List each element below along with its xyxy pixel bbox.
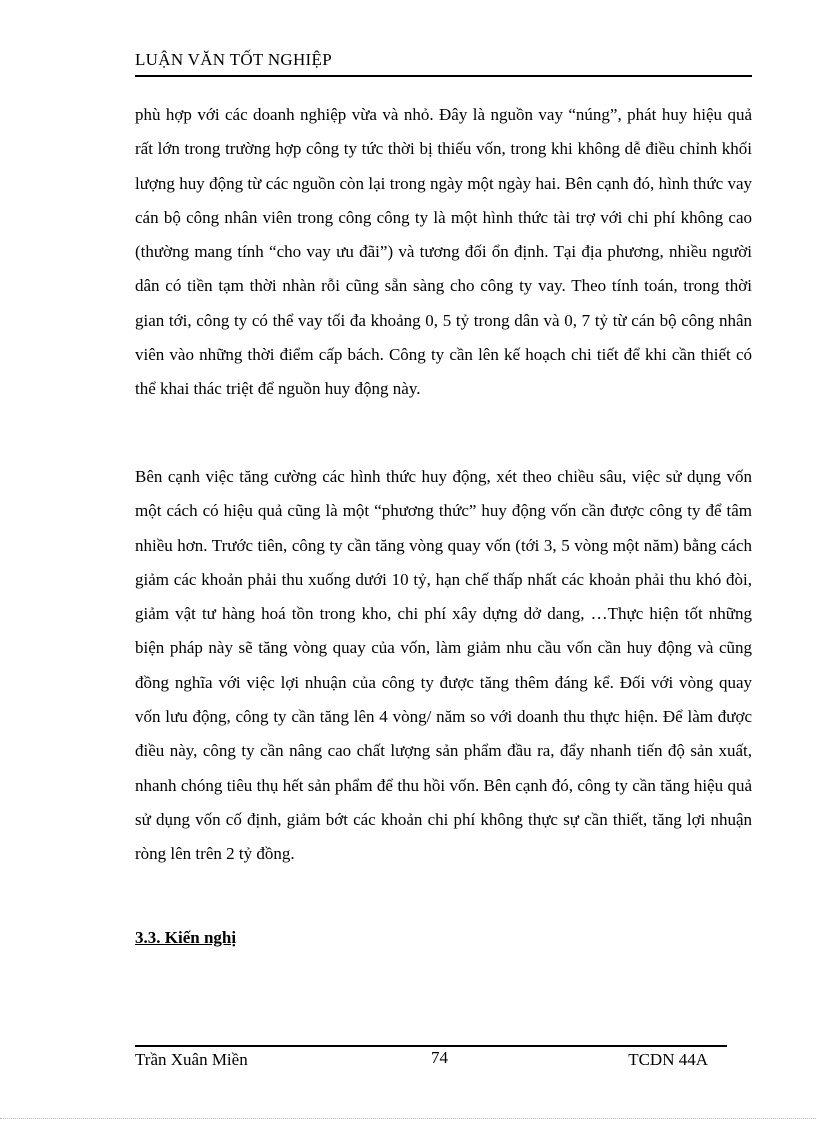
footer-author: Trần Xuân Miền [135,1050,248,1069]
body-paragraph-1: phù hợp với các doanh nghiệp vừa và nhỏ. Đây là nguồn vay “núng”, phát huy hiệu quả rất lớn trong trường hợp công ty tức thời bị thiếu vốn, trong khi không dễ điều chỉnh khối lượng huy động từ các nguồn còn lại trong ngày một ngày hai. Bên cạnh đó, hình thức vay cán bộ công nhân viên trong công công ty là một hình thức tài trợ với chi phí không cao (thường mang tính “cho vay ưu đãi”) và tương đối ổn định. Tại địa phương, nhiều người dân có tiền tạm thời nhàn rỗi cũng sẵn sàng cho công ty vay. Theo tính toán, trong thời gian tới, công ty có thể vay tối đa khoảng 0, 5 tỷ trong dân và 0, 7 tỷ từ cán bộ công nhân viên vào những thời điểm cấp bách. Công ty cần lên kế hoạch chi tiết để khi cần thiết có thể khai thác triệt để nguồn huy động này. [135,105,752,399]
footer-divider [135,1045,727,1047]
page-bottom-edge [0,1118,816,1119]
page-number: 74 [431,1048,448,1067]
section-heading: 3.3. Kiến nghị [135,928,237,947]
footer-class-code: TCDN 44A [628,1050,708,1069]
body-paragraph-2: Bên cạnh việc tăng cường các hình thức huy động, xét theo chiều sâu, việc sử dụng vốn một cách có hiệu quả cũng là một “phương thức” huy động vốn cần được công ty để tâm nhiều hơn. Trước tiên, công ty cần tăng vòng quay vốn (tới 3, 5 vòng một năm) bằng cách giảm các khoản phải thu xuống dưới 10 tỷ, hạn chế thấp nhất các khoản phải thu khó đòi, giảm vật tư hàng hoá tồn trong kho, chi phí xây dựng dở dang, …Thực hiện tốt những biện pháp này sẽ tăng vòng quay của vốn, làm giảm nhu cầu vốn cần huy động và cũng đồng nghĩa với việc lợi nhuận của công ty được tăng thêm đáng kể. Đối với vòng quay vốn lưu động, công ty cần tăng lên 4 vòng/ năm so với doanh thu thực hiện. Để làm được điều này, công ty cần nâng cao chất lượng sản phẩm đầu ra, đẩy nhanh tiến độ sản xuất, nhanh chóng tiêu thụ hết sản phẩm để thu hồi vốn. Bên cạnh đó, công ty cần tăng hiệu quả sử dụng vốn cố định, giảm bớt các khoản chi phí không thực sự cần thiết, tăng lợi nhuận ròng lên trên 2 tỷ đồng. [135,467,752,864]
running-header-title: LUẬN VĂN TỐT NGHIỆP [135,50,332,69]
header-divider [135,75,752,77]
